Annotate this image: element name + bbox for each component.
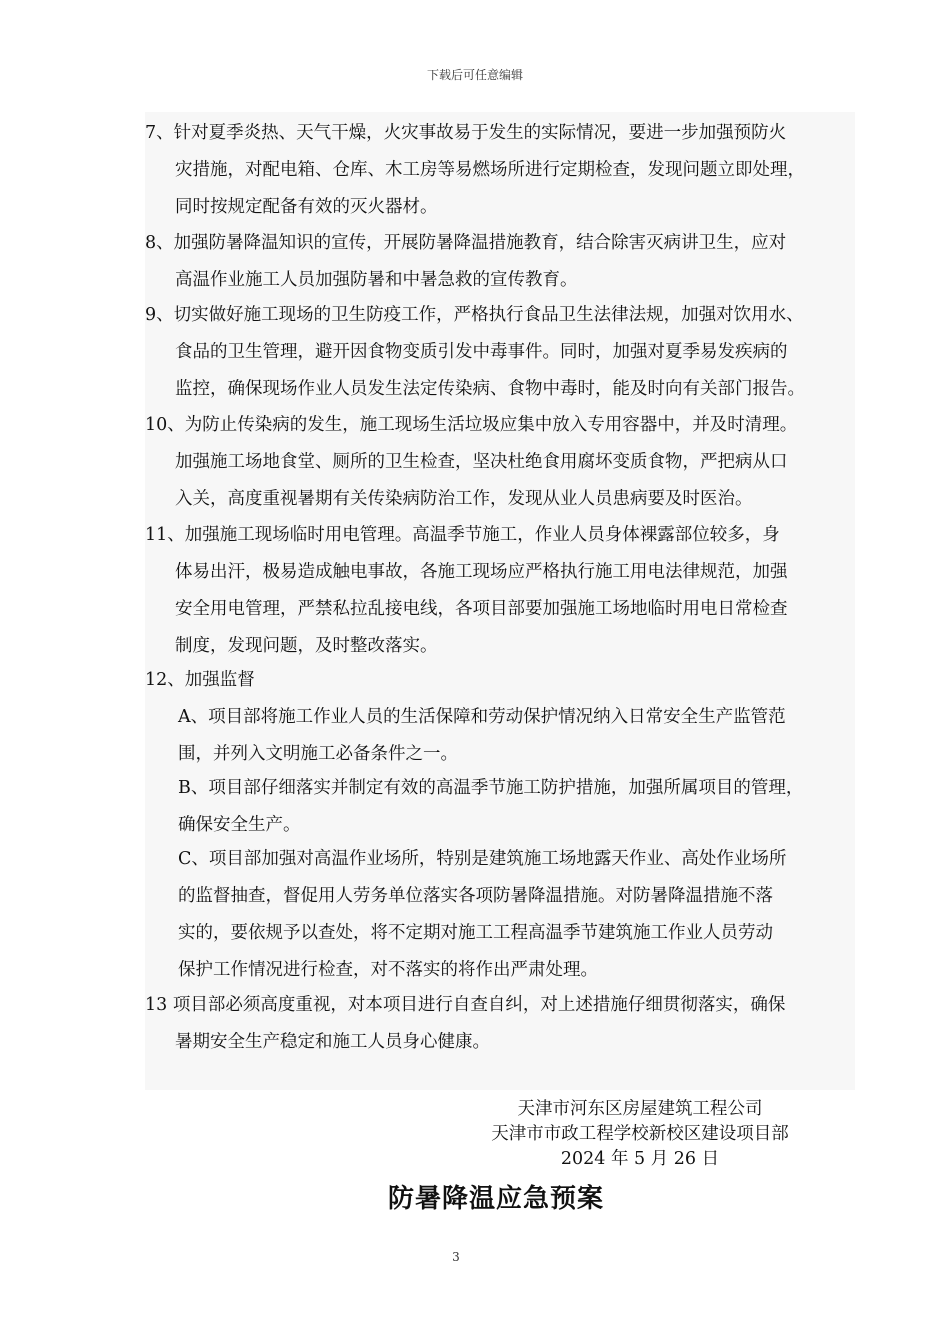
paragraph-line: 入关，高度重视暑期有关传染病防治工作，发现从业人员患病要及时医治。 bbox=[175, 489, 753, 509]
sub-item-line: 保护工作情况进行检查，对不落实的将作出严肃处理。 bbox=[178, 960, 598, 980]
sub-item-line: A、项目部将施工作业人员的生活保障和劳动保护情况纳入日常安全生产监管范 bbox=[178, 707, 786, 727]
paragraph-11 bbox=[145, 517, 857, 665]
paragraph-line: 9、切实做好施工现场的卫生防疫工作，严格执行食品卫生法律法规，加强对饮用水、 bbox=[145, 305, 804, 325]
paragraph-line: 安全用电管理，严禁私拉乱接电线，各项目部要加强施工场地临时用电日常检查 bbox=[175, 599, 788, 619]
sub-item-a bbox=[178, 699, 858, 773]
sub-item-line: 围，并列入文明施工必备条件之一。 bbox=[178, 744, 458, 764]
paragraph-line: 灾措施，对配电箱、仓库、木工房等易燃场所进行定期检查，发现问题立即处理， bbox=[175, 160, 805, 180]
sub-item-b bbox=[178, 770, 858, 844]
document-title: 防暑降温应急预案 bbox=[387, 1184, 604, 1214]
paragraph-12 bbox=[145, 662, 857, 699]
signature-date: 2024 年 5 月 26 日 bbox=[560, 1149, 720, 1169]
paragraph-9 bbox=[145, 297, 857, 408]
paragraph-line: 12、加强监督 bbox=[145, 670, 255, 690]
paragraph-line: 加强施工场地食堂、厕所的卫生检查，坚决杜绝食用腐坏变质食物，严把病从口 bbox=[175, 452, 788, 472]
signature-block bbox=[470, 1097, 810, 1172]
signature-company: 天津市河东区房屋建筑工程公司 bbox=[517, 1099, 763, 1119]
paragraph-8 bbox=[145, 225, 857, 299]
paragraph-line: 监控，确保现场作业人员发生法定传染病、食物中毒时，能及时向有关部门报告。 bbox=[175, 379, 805, 399]
sub-item-line: 确保安全生产。 bbox=[178, 815, 301, 835]
paragraph-line: 高温作业施工人员加强防暑和中暑急救的宣传教育。 bbox=[175, 270, 578, 290]
sub-item-c bbox=[178, 841, 858, 989]
paragraph-line: 11、加强施工现场临时用电管理。高温季节施工，作业人员身体裸露部位较多，身 bbox=[145, 525, 780, 545]
sub-item-line: C、项目部加强对高温作业场所，特别是建筑施工场地露天作业、高处作业场所 bbox=[178, 849, 787, 869]
header-note: 下载后可任意编辑 bbox=[426, 68, 523, 82]
paragraph-10 bbox=[145, 407, 857, 518]
paragraph-13 bbox=[145, 987, 857, 1061]
paragraph-line: 10、为防止传染病的发生，施工现场生活垃圾应集中放入专用容器中，并及时清理。 bbox=[145, 415, 798, 435]
sub-item-line: 的监督抽查，督促用人劳务单位落实各项防暑降温措施。对防暑降温措施不落 bbox=[178, 886, 773, 906]
paragraph-line: 7、针对夏季炎热、天气干燥，火灾事故易于发生的实际情况，要进一步加强预防火 bbox=[145, 123, 787, 143]
sub-item-line: B、项目部仔细落实并制定有效的高温季节施工防护措施，加强所属项目的管理， bbox=[178, 778, 804, 798]
sub-item-line: 实的，要依规予以查处，将不定期对施工工程高温季节建筑施工作业人员劳动 bbox=[178, 923, 773, 943]
paragraph-line: 体易出汗，极易造成触电事故，各施工现场应严格执行施工用电法律规范，加强 bbox=[175, 562, 788, 582]
paragraph-line: 食品的卫生管理，避开因食物变质引发中毒事件。同时，加强对夏季易发疾病的 bbox=[175, 342, 788, 362]
paragraph-line: 8、加强防暑降温知识的宣传，开展防暑降温措施教育，结合除害灭病讲卫生，应对 bbox=[145, 233, 787, 253]
paragraph-line: 13 项目部必须高度重视，对本项目进行自查自纠，对上述措施仔细贯彻落实，确保 bbox=[145, 995, 786, 1015]
paragraph-line: 暑期安全生产稳定和施工人员身心健康。 bbox=[175, 1032, 490, 1052]
signature-department: 天津市市政工程学校新校区建设项目部 bbox=[491, 1124, 789, 1144]
paragraph-line: 制度，发现问题，及时整改落实。 bbox=[175, 636, 438, 656]
paragraph-7 bbox=[145, 115, 857, 226]
page-number: 3 bbox=[452, 1250, 460, 1264]
paragraph-line: 同时按规定配备有效的灭火器材。 bbox=[175, 197, 438, 217]
